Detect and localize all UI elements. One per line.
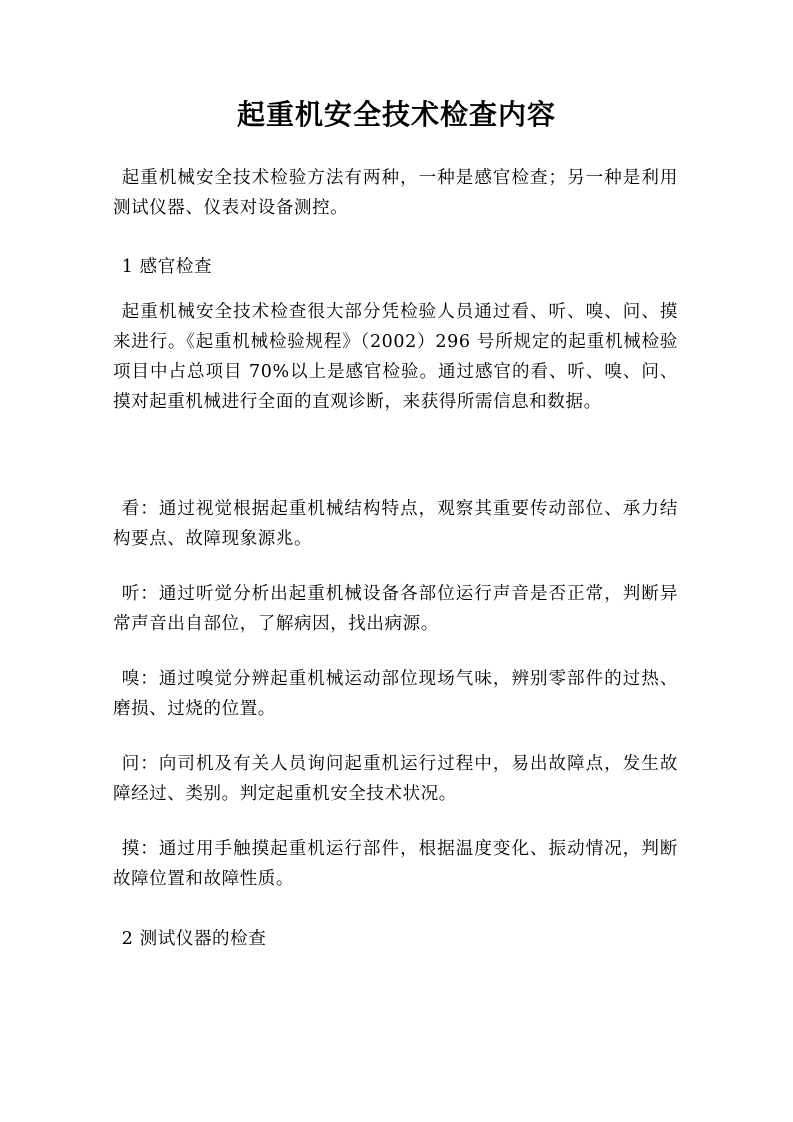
page-title: 起重机安全技术检查内容 xyxy=(236,98,556,131)
ask-paragraph: 问：向司机及有关人员询问起重机运行过程中，易出故障点，发生故障经过、类别。判定起重机安全技术状况。 xyxy=(113,754,678,804)
listen-paragraph: 听：通过听觉分析出起重机械设备各部位运行声音是否正常，判断异常声音出自部位，了解病因，找出病源。 xyxy=(113,584,678,634)
look-paragraph: 看：通过视觉根据起重机械结构特点，观察其重要传动部位、承力结构要点、故障现象源兆。 xyxy=(113,499,678,549)
smell-paragraph: 嗅：通过嗅觉分辨起重机械运动部位现场气味，辨别零部件的过热、磨损、过烧的位置。 xyxy=(113,669,678,719)
section-1-heading: 1 感官检查 xyxy=(121,257,213,277)
section-1-paragraph: 起重机械安全技术检查很大部分凭检验人员通过看、听、嗅、问、摸来进行。《起重机械检验规程》（2002）296 号所规定的起重机械检验项目中占总项目 70%以上是感官检验。通过感官的看、听、嗅、问、摸对起重机械进行全面的直观诊断，来获得所需信息和数据。 xyxy=(113,302,678,412)
touch-paragraph: 摸：通过用手触摸起重机运行部件，根据温度变化、振动情况，判断故障位置和故障性质。 xyxy=(113,839,678,889)
section-2-heading: 2 测试仪器的检查 xyxy=(121,929,267,949)
intro-paragraph: 起重机械安全技术检验方法有两种，一种是感官检查；另一种是利用测试仪器、仪表对设备测控。 xyxy=(113,168,678,218)
